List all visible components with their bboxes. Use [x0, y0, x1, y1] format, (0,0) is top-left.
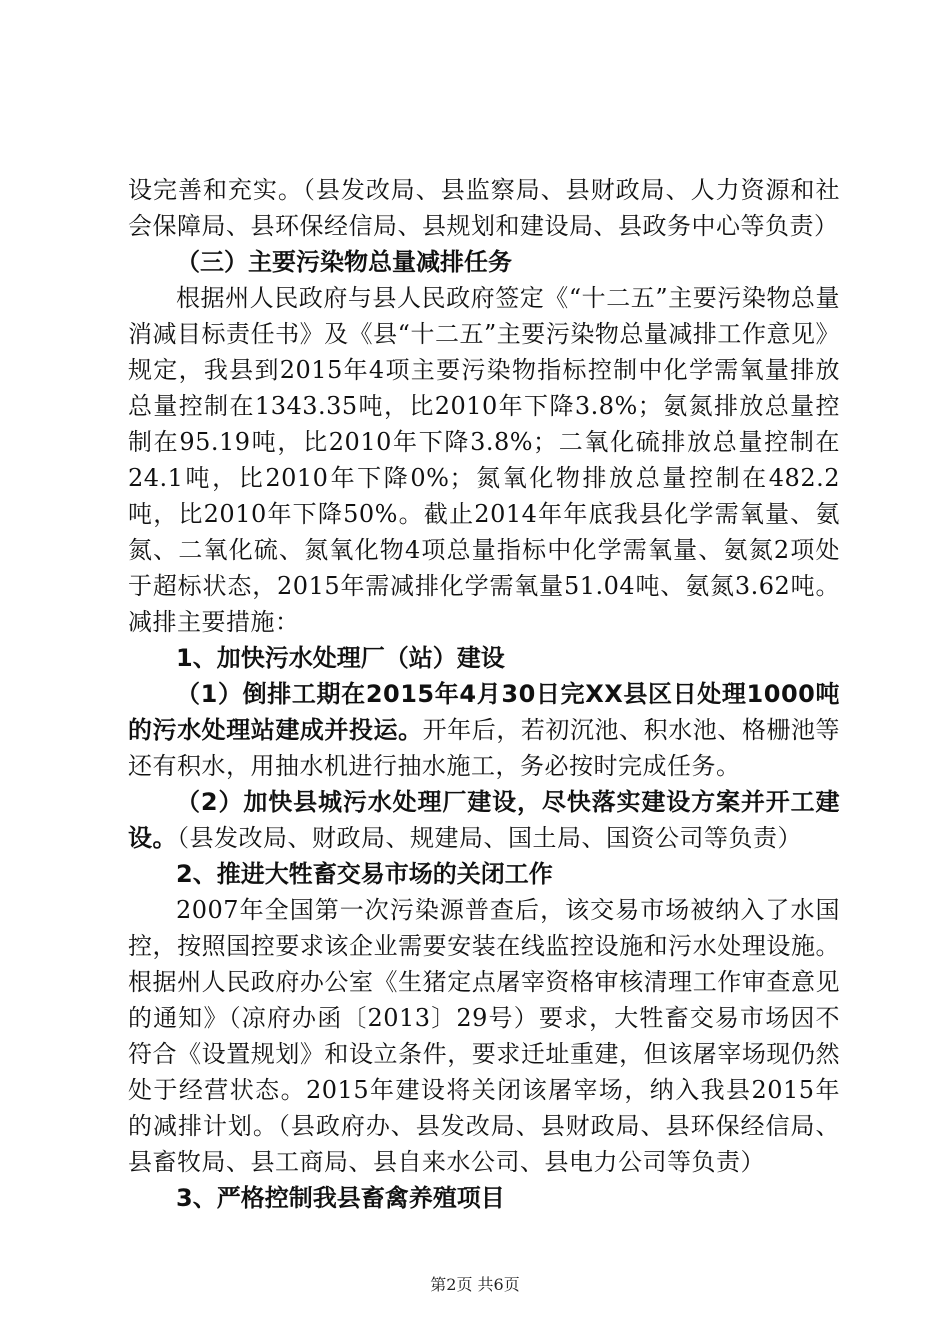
page-number-footer: 第2页 共6页 — [430, 1275, 520, 1294]
item-1-1-text: 开年后，若初沉池、积水池、格栅池等还有积水，用抽水机进行抽水施工，务必按时完成任务。 — [128, 716, 841, 780]
document-body — [128, 172, 840, 1216]
item-1-2-text: （县发改局、财政局、规建局、国土局、国资公司等负责） — [177, 824, 802, 852]
paragraph-targets: 根据州人民政府与县人民政府签定《“十二五”主要污染物总量消减目标责任书》及《县“十二五”主要污染物总量减排工作意见》规定，我县到2015年4项主要污染物指标控制中化学需氧量排放总量控制在1343.35吨，比2010年下降3.8%；氨氮排放总量控制在95.19吨，比2010年下降3.8%；二氧化硫排放总量控制在24.1吨，比2010年下降0%；氮氧化物排放总量控制在482.2吨，比2010年下降50%。截止2014年年底我县化学需氧量、氨氮、二氧化硫、氮氧化物4项总量指标中化学需氧量、氨氮2项处于超标状态，2015年需减排化学需氧量51.04吨、氨氮3.62吨。减排主要措施： — [128, 284, 840, 636]
paragraph-market: 2007年全国第一次污染源普查后，该交易市场被纳入了水国控，按照国控要求该企业需要安装在线监控设施和污水处理设施。根据州人民政府办公室《生猪定点屠宰资格审核清理工作审查意见的通知》（凉府办函〔2013〕29号）要求，大牲畜交易市场因不符合《设置规划》和设立条件，要求迁址重建，但该屠宰场现仍然处于经营状态。2015年建设将关闭该屠宰场，纳入我县2015年的减排计划。（县政府办、县发改局、县财政局、县环保经信局、县畜牧局、县工商局、县自来水公司、县电力公司等负责） — [128, 896, 840, 1176]
section-heading-3: （三）主要污染物总量减排任务 — [176, 248, 512, 276]
item-1-2-lead: （2）加快县城污水处理厂建设，尽快落实建设方案并开工建设。 — [128, 788, 840, 852]
subheading-1: 1、加快污水处理厂（站）建设 — [176, 644, 505, 672]
item-1-2 — [128, 784, 840, 856]
item-1-1 — [128, 676, 840, 784]
subheading-2: 2、推进大牲畜交易市场的关闭工作 — [176, 860, 553, 888]
paragraph-continuation: 设完善和充实。（县发改局、县监察局、县财政局、人力资源和社会保障局、县环保经信局、县规划和建设局、县政务中心等负责） — [128, 176, 840, 240]
subheading-3: 3、严格控制我县畜禽养殖项目 — [176, 1184, 505, 1212]
item-1-1-lead: （1）倒排工期在2015年4月30日完XX县区日处理1000吨的污水处理站建成并投运。 — [128, 680, 840, 744]
